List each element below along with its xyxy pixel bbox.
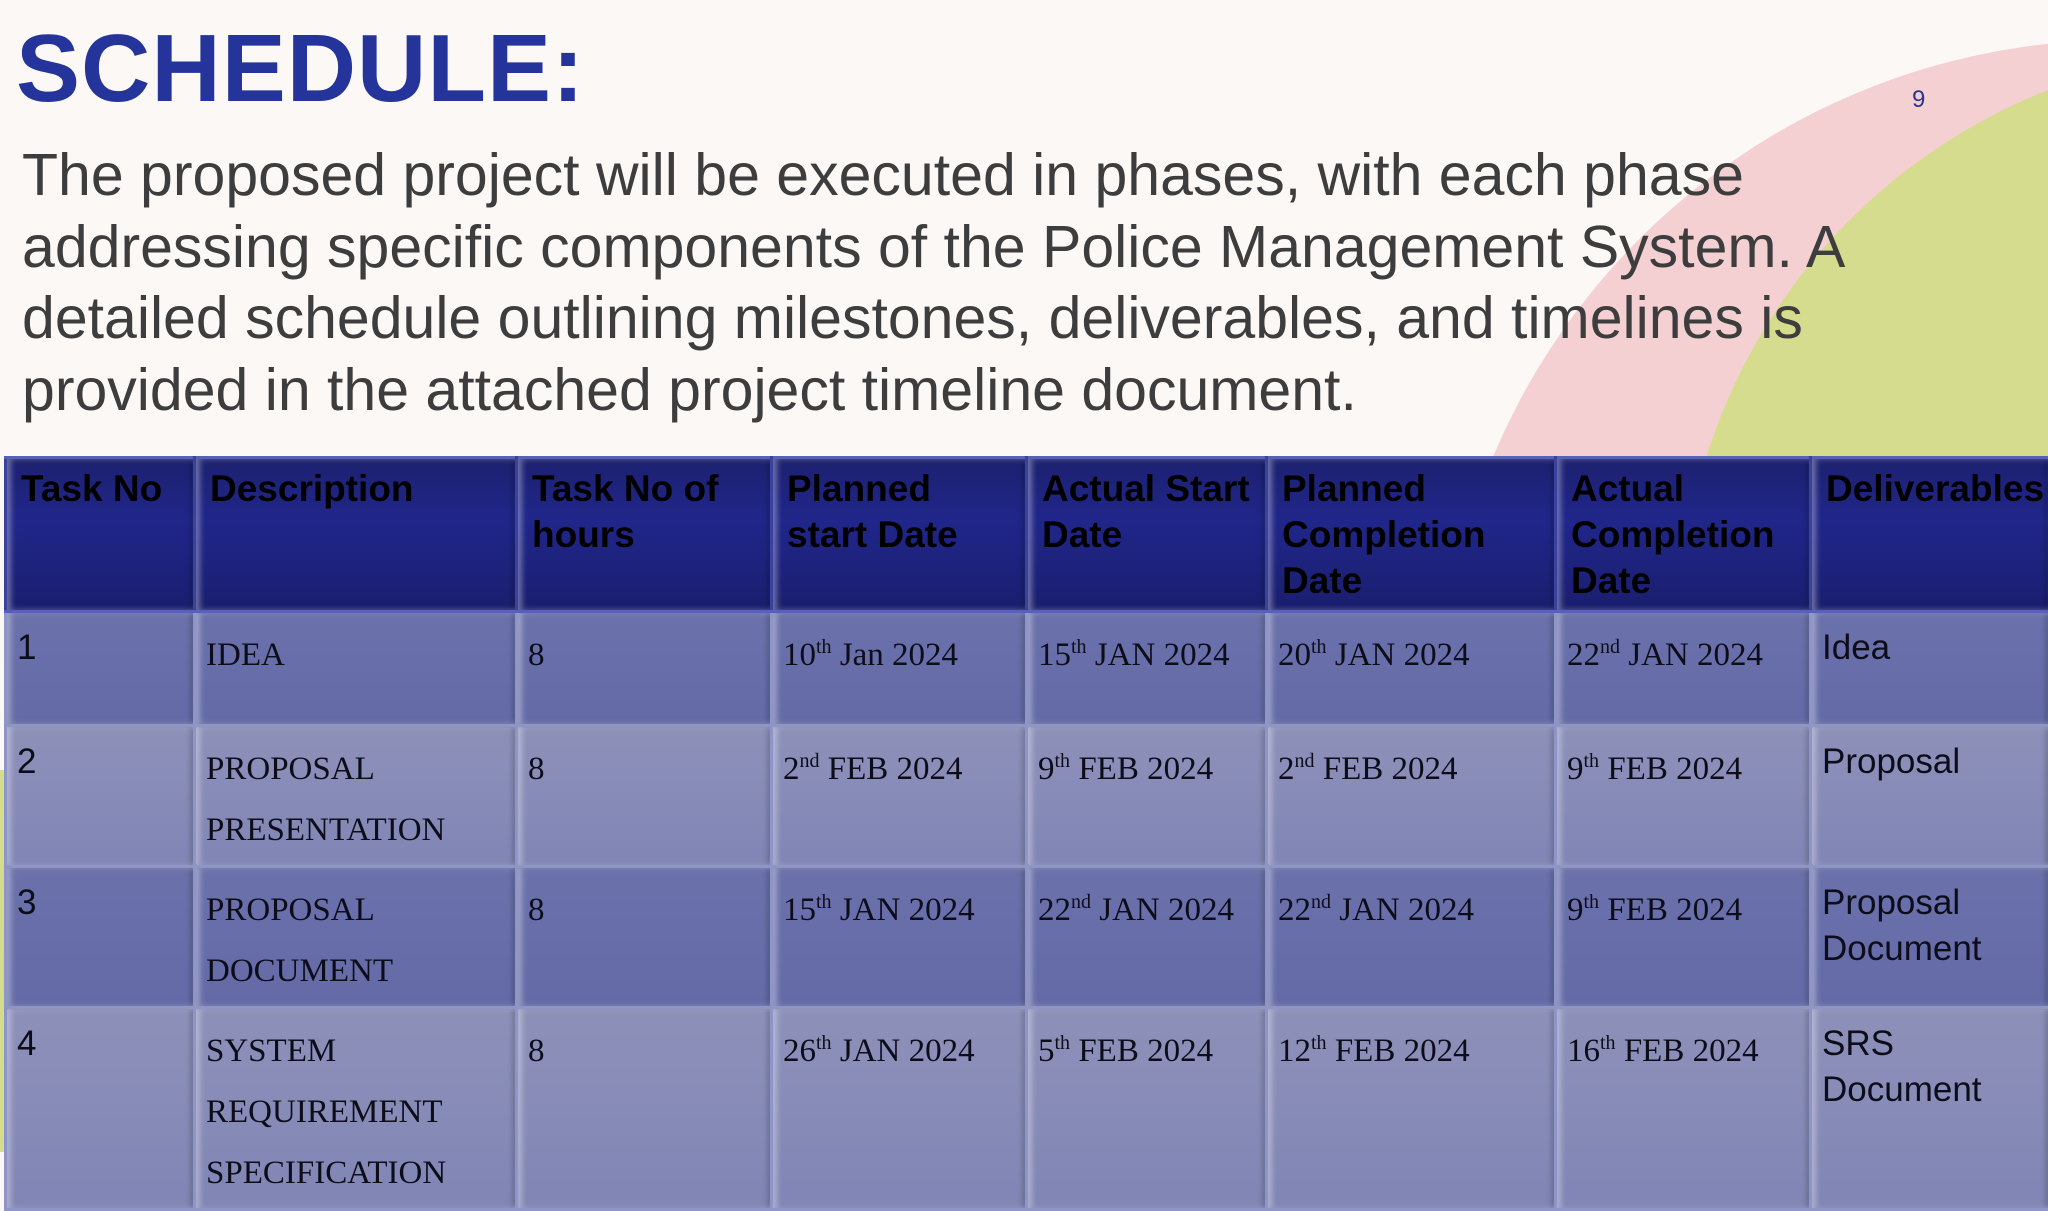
hours-text: 8 [528, 637, 545, 673]
date-month-year: FEB 2024 [1070, 1033, 1213, 1069]
date-month-year: JAN 2024 [1087, 637, 1230, 673]
date-day: 22 [1278, 892, 1311, 928]
date-ordinal-suffix: th [1311, 636, 1327, 658]
cell-actual-start [1027, 726, 1267, 867]
date-day: 22 [1038, 892, 1071, 928]
cell-description [195, 1008, 517, 1210]
body-paragraph: The proposed project will be executed in phases, with each phase addressing specific components of the Police Management System. A detailed schedule outlining milestones, deliverables, and timelines is provided in the attached project timeline document. [22, 140, 1942, 426]
date-day: 2 [783, 751, 800, 787]
date-month-year: FEB 2024 [1070, 751, 1213, 787]
hours-text: 8 [528, 892, 545, 928]
date-month-year: JAN 2024 [1620, 637, 1763, 673]
cell-deliverable [1811, 612, 2048, 726]
hours-text: 8 [528, 1033, 545, 1069]
task-no-text: 3 [17, 883, 36, 922]
description-line: PRESENTATION [206, 800, 509, 861]
header-actual-completion: Actual Completion Date [1556, 458, 1811, 612]
cell-description [195, 867, 517, 1008]
date-day: 9 [1038, 751, 1055, 787]
date-ordinal-suffix: th [1584, 750, 1600, 772]
date-month-year: FEB 2024 [820, 751, 963, 787]
date-day: 12 [1278, 1033, 1311, 1069]
date-ordinal-suffix: th [816, 891, 832, 913]
date-month-year: JAN 2024 [832, 1033, 975, 1069]
date-day: 26 [783, 1033, 816, 1069]
date-month-year: JAN 2024 [1331, 892, 1474, 928]
description-line: IDEA [206, 625, 509, 686]
header-planned-start: Planned start Date [772, 458, 1027, 612]
deliverable-text: Proposal Document [1822, 883, 1982, 968]
header-actual-start: Actual Start Date [1027, 458, 1267, 612]
description-line: SYSTEM [206, 1021, 509, 1082]
cell-actual-completion [1556, 726, 1811, 867]
table-row [6, 726, 2048, 867]
cell-task-no [6, 867, 195, 1008]
date-month-year: FEB 2024 [1616, 1033, 1759, 1069]
header-deliverables: Deliverables [1811, 458, 2048, 612]
date-ordinal-suffix: th [1584, 891, 1600, 913]
page-number: 9 [1912, 86, 1925, 114]
date-month-year: JAN 2024 [1091, 892, 1234, 928]
date-ordinal-suffix: nd [1311, 891, 1331, 913]
task-no-text: 1 [17, 628, 36, 667]
date-ordinal-suffix: th [1055, 1032, 1071, 1054]
cell-deliverable [1811, 1008, 2048, 1210]
table-row [6, 867, 2048, 1008]
cell-actual-completion [1556, 1008, 1811, 1210]
cell-actual-start [1027, 1008, 1267, 1210]
date-day: 5 [1038, 1033, 1055, 1069]
date-day: 10 [783, 637, 816, 673]
date-day: 22 [1567, 637, 1600, 673]
cell-hours [517, 726, 772, 867]
date-day: 16 [1567, 1033, 1600, 1069]
cell-actual-completion [1556, 612, 1811, 726]
deliverable-text: Idea [1822, 628, 1890, 667]
cell-task-no [6, 612, 195, 726]
date-ordinal-suffix: th [816, 1032, 832, 1054]
date-ordinal-suffix: th [816, 636, 832, 658]
date-day: 15 [1038, 637, 1071, 673]
date-month-year: JAN 2024 [832, 892, 975, 928]
table-row [6, 612, 2048, 726]
cell-actual-start [1027, 867, 1267, 1008]
cell-deliverable [1811, 726, 2048, 867]
date-month-year: FEB 2024 [1327, 1033, 1470, 1069]
date-day: 2 [1278, 751, 1295, 787]
date-day: 9 [1567, 892, 1584, 928]
deliverable-text: SRS Document [1822, 1024, 1982, 1109]
hours-text: 8 [528, 751, 545, 787]
cell-planned-start [772, 867, 1027, 1008]
table-row [6, 1008, 2048, 1210]
cell-hours [517, 867, 772, 1008]
date-ordinal-suffix: nd [1295, 750, 1315, 772]
cell-planned-completion [1267, 1008, 1556, 1210]
cell-planned-start [772, 612, 1027, 726]
description-line: REQUIREMENT [206, 1082, 509, 1143]
task-no-text: 2 [17, 742, 36, 781]
cell-planned-start [772, 1008, 1027, 1210]
description-line: PROPOSAL [206, 739, 509, 800]
date-day: 9 [1567, 751, 1584, 787]
date-ordinal-suffix: th [1311, 1032, 1327, 1054]
cell-description [195, 612, 517, 726]
date-ordinal-suffix: th [1071, 636, 1087, 658]
cell-hours [517, 612, 772, 726]
deliverable-text: Proposal [1822, 742, 1960, 781]
date-ordinal-suffix: nd [1600, 636, 1620, 658]
description-line: SPECIFICATION [206, 1143, 509, 1204]
date-ordinal-suffix: th [1055, 750, 1071, 772]
cell-planned-completion [1267, 867, 1556, 1008]
date-month-year: JAN 2024 [1327, 637, 1470, 673]
header-hours: Task No of hours [517, 458, 772, 612]
schedule-table [4, 456, 2048, 1211]
header-description: Description [195, 458, 517, 612]
description-line: PROPOSAL [206, 880, 509, 941]
table-header-row [6, 458, 2048, 612]
cell-task-no [6, 726, 195, 867]
header-task-no: Task No [6, 458, 195, 612]
date-ordinal-suffix: th [1600, 1032, 1616, 1054]
date-month-year: Jan 2024 [832, 637, 959, 673]
date-month-year: FEB 2024 [1315, 751, 1458, 787]
cell-task-no [6, 1008, 195, 1210]
header-planned-completion: Planned Completion Date [1267, 458, 1556, 612]
date-ordinal-suffix: nd [800, 750, 820, 772]
date-month-year: FEB 2024 [1599, 892, 1742, 928]
cell-planned-completion [1267, 612, 1556, 726]
date-day: 20 [1278, 637, 1311, 673]
date-ordinal-suffix: nd [1071, 891, 1091, 913]
cell-planned-start [772, 726, 1027, 867]
cell-actual-start [1027, 612, 1267, 726]
cell-deliverable [1811, 867, 2048, 1008]
cell-planned-completion [1267, 726, 1556, 867]
cell-hours [517, 1008, 772, 1210]
cell-description [195, 726, 517, 867]
date-day: 15 [783, 892, 816, 928]
cell-actual-completion [1556, 867, 1811, 1008]
task-no-text: 4 [17, 1024, 36, 1063]
slide-title: SCHEDULE: [16, 14, 585, 124]
date-month-year: FEB 2024 [1599, 751, 1742, 787]
description-line: DOCUMENT [206, 941, 509, 1002]
